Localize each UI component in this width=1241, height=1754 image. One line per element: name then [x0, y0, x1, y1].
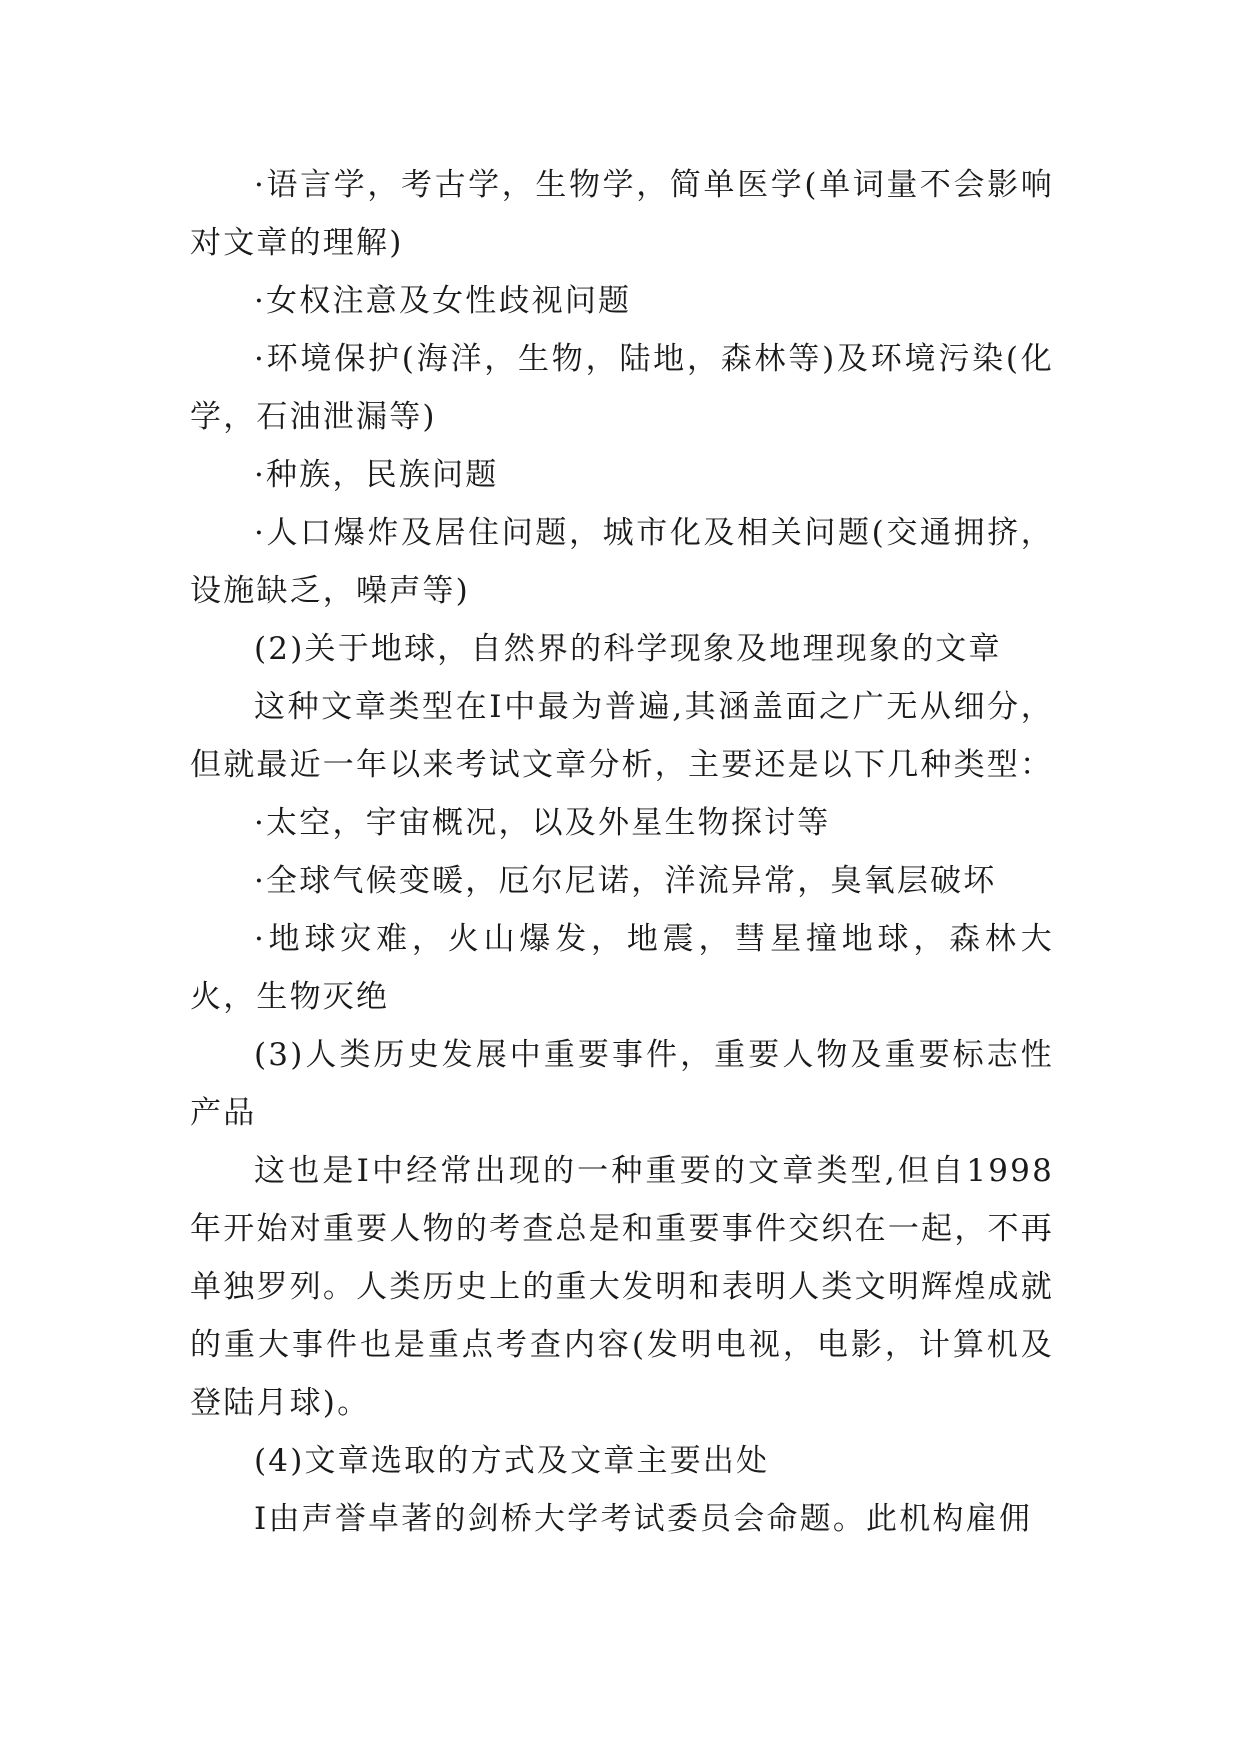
paragraph-bullet-linguistics: ·语言学，考古学，生物学，简单医学(单词量不会影响对文章的理解)	[190, 167, 1054, 261]
paragraph-bullet-feminism: ·女权注意及女性歧视问题	[254, 283, 632, 319]
paragraph-earth-science-intro: 这种文章类型在Ⅰ中最为普遍,其涵盖面之广无从细分，但就最近一年以来考试文章分析，主要还是以下几种类型：	[190, 689, 1054, 783]
paragraph-sources-intro: Ⅰ由声誉卓著的剑桥大学考试委员会命题。此机构雇佣	[254, 1501, 1033, 1537]
paragraph-bullet-population: ·人口爆炸及居住问题，城市化及相关问题(交通拥挤，设施缺乏，噪声等)	[190, 515, 1054, 609]
document-body	[190, 156, 1054, 1548]
paragraph-bullet-ethnicity: ·种族，民族问题	[254, 457, 499, 493]
paragraph-bullet-space: ·太空，宇宙概况，以及外星生物探讨等	[254, 805, 831, 841]
section-heading-earth-science: (2)关于地球，自然界的科学现象及地理现象的文章	[254, 631, 1002, 667]
paragraph-bullet-climate: ·全球气候变暖，厄尔尼诺，洋流异常，臭氧层破坏	[254, 863, 997, 899]
paragraph-bullet-environment: ·环境保护(海洋，生物，陆地，森林等)及环境污染(化学，石油泄漏等)	[190, 341, 1054, 435]
section-heading-history: (3)人类历史发展中重要事件，重要人物及重要标志性产品	[190, 1037, 1054, 1131]
paragraph-history-intro: 这也是Ⅰ中经常出现的一种重要的文章类型,但自1998年开始对重要人物的考查总是和重要事件交织在一起，不再单独罗列。人类历史上的重大发明和表明人类文明辉煌成就的重大事件也是重点考查内容(发明电视，电影，计算机及登陆月球)。	[190, 1153, 1054, 1421]
paragraph-bullet-disasters: ·地球灾难，火山爆发，地震，彗星撞地球，森林大火，生物灭绝	[190, 921, 1054, 1015]
section-heading-sources: (4)文章选取的方式及文章主要出处	[254, 1443, 770, 1479]
